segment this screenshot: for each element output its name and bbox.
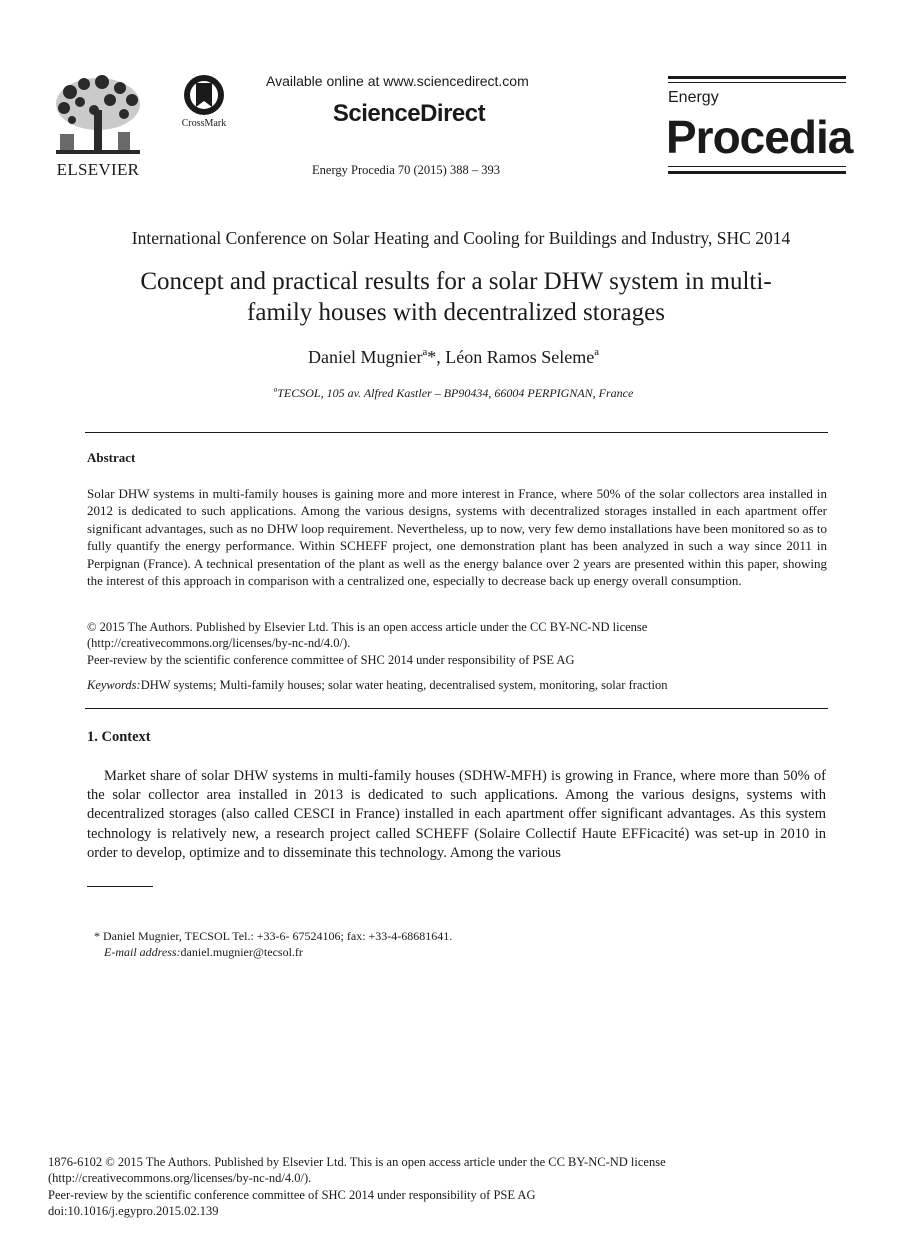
footnote-rule (87, 886, 153, 887)
footnote-email (104, 944, 604, 960)
crossmark-icon (174, 74, 234, 120)
journal-citation: Energy Procedia 70 (2015) 388 – 393 (312, 163, 500, 177)
crossmark-label: CrossMark (181, 118, 227, 129)
footnote-contact: * Daniel Mugnier, TECSOL Tel.: +33-6- 67524106; fax: +33-4-68681641. (94, 929, 453, 943)
author-affiliation-mark: a (594, 345, 600, 358)
author-name: Léon Ramos Seleme (445, 347, 595, 367)
email-address[interactable]: daniel.mugnier@tecsol.fr (180, 945, 303, 959)
keywords-text: DHW systems; Multi-family houses; solar water heating, decentralised system, monitoring, solar fraction (140, 678, 668, 692)
keywords-label: Keywords: (87, 678, 141, 692)
elsevier-tree-icon (50, 74, 146, 160)
doi[interactable]: doi:10.1016/j.egypro.2015.02.139 (48, 1204, 219, 1218)
divider (85, 708, 828, 709)
affiliation (0, 386, 907, 401)
paper-title-line1: Concept and practical results for a solar DHW system in multi- (140, 268, 772, 295)
corresponding-mark: *, (427, 347, 446, 367)
journal-logo-rule-top (668, 76, 846, 79)
author-list (0, 347, 907, 368)
section-paragraph: Market share of solar DHW systems in multi-family houses (SDHW-MFH) is growing in France, where more than 50% of the solar collector area installed in 2013 is dedicated to such applications. Among the various designs, systems with decentralized storages (also called CESCI in France) installed in each apartment offer significant advantages. As this system technology is relatively new, a research project called SCHEFF (Solaire Collectif Haute EFFicacité) was set-up in 2010 in order to develop, optimize and to disseminate this technology. Among the various (87, 768, 826, 861)
journal-logo-energy: Energy (668, 89, 719, 106)
email-label: E-mail address: (104, 945, 181, 959)
paper-title-line2: family houses with decentralized storages (247, 299, 665, 326)
journal-logo-procedia: Procedia (666, 111, 853, 163)
paper-title (90, 266, 822, 328)
journal-logo-rule-bottom-thin (668, 166, 846, 167)
affiliation-mark: a (273, 385, 278, 394)
journal-logo-rule-bottom (668, 171, 846, 174)
author-affiliation-mark: a (422, 345, 428, 358)
abstract-heading: Abstract (87, 450, 136, 465)
license-link[interactable]: (http://creativecommons.org/licenses/by-nc-nd/4.0/). (87, 636, 351, 650)
publisher-name: ELSEVIER (56, 160, 140, 179)
affiliation-text: TECSOL, 105 av. Alfred Kastler – BP90434, 66004 PERPIGNAN, France (277, 386, 634, 400)
author-name: Daniel Mugnier (307, 347, 423, 367)
license-link-bottom[interactable]: (http://creativecommons.org/licenses/by-nc-nd/4.0/). (48, 1171, 312, 1185)
issn-license-line: 1876-6102 © 2015 The Authors. Published by Elsevier Ltd. This is an open access article under the CC BY-NC-ND license (48, 1155, 666, 1169)
license-line: © 2015 The Authors. Published by Elsevier Ltd. This is an open access article under the CC BY-NC-ND license (87, 620, 648, 634)
section-heading: 1. Context (87, 729, 151, 745)
journal-logo-rule-top-thin (668, 82, 846, 83)
sciencedirect-logo: ScienceDirect (332, 100, 486, 127)
conference-name: International Conference on Solar Heating and Cooling for Buildings and Industry, SHC 2014 (131, 228, 791, 248)
peer-review-note: Peer-review by the scientific conference committee of SHC 2014 under responsibility of PSE AG (87, 653, 575, 667)
peer-review-bottom: Peer-review by the scientific conference committee of SHC 2014 under responsibility of PSE AG (48, 1188, 536, 1202)
abstract-text: Solar DHW systems in multi-family houses is gaining more and more interest in France, where 50% of the solar collectors area installed in 2012 is dedicated to such applications. Among the various designs, systems with decentralized storages installed in each apartment offer significant advantages, such as no DHW loop requirement. Nevertheless, up to now, very few demo installations have been monitored so as to fully quantify the energy performance. Within SCHEFF project, one demonstration plant has been analyzed in such a way since 2011 in Perpignan (France). A technical presentation of the plant as well as the energy balance over 2 years are presented within this paper, showing the interest of this approach in comparison with a centralized one, especially to decrease back up energy overall consumption. (87, 486, 827, 589)
keywords (87, 678, 827, 693)
available-online-text: Available online at www.sciencedirect.com (266, 73, 529, 89)
divider (85, 432, 828, 433)
elsevier-logo (50, 74, 146, 178)
